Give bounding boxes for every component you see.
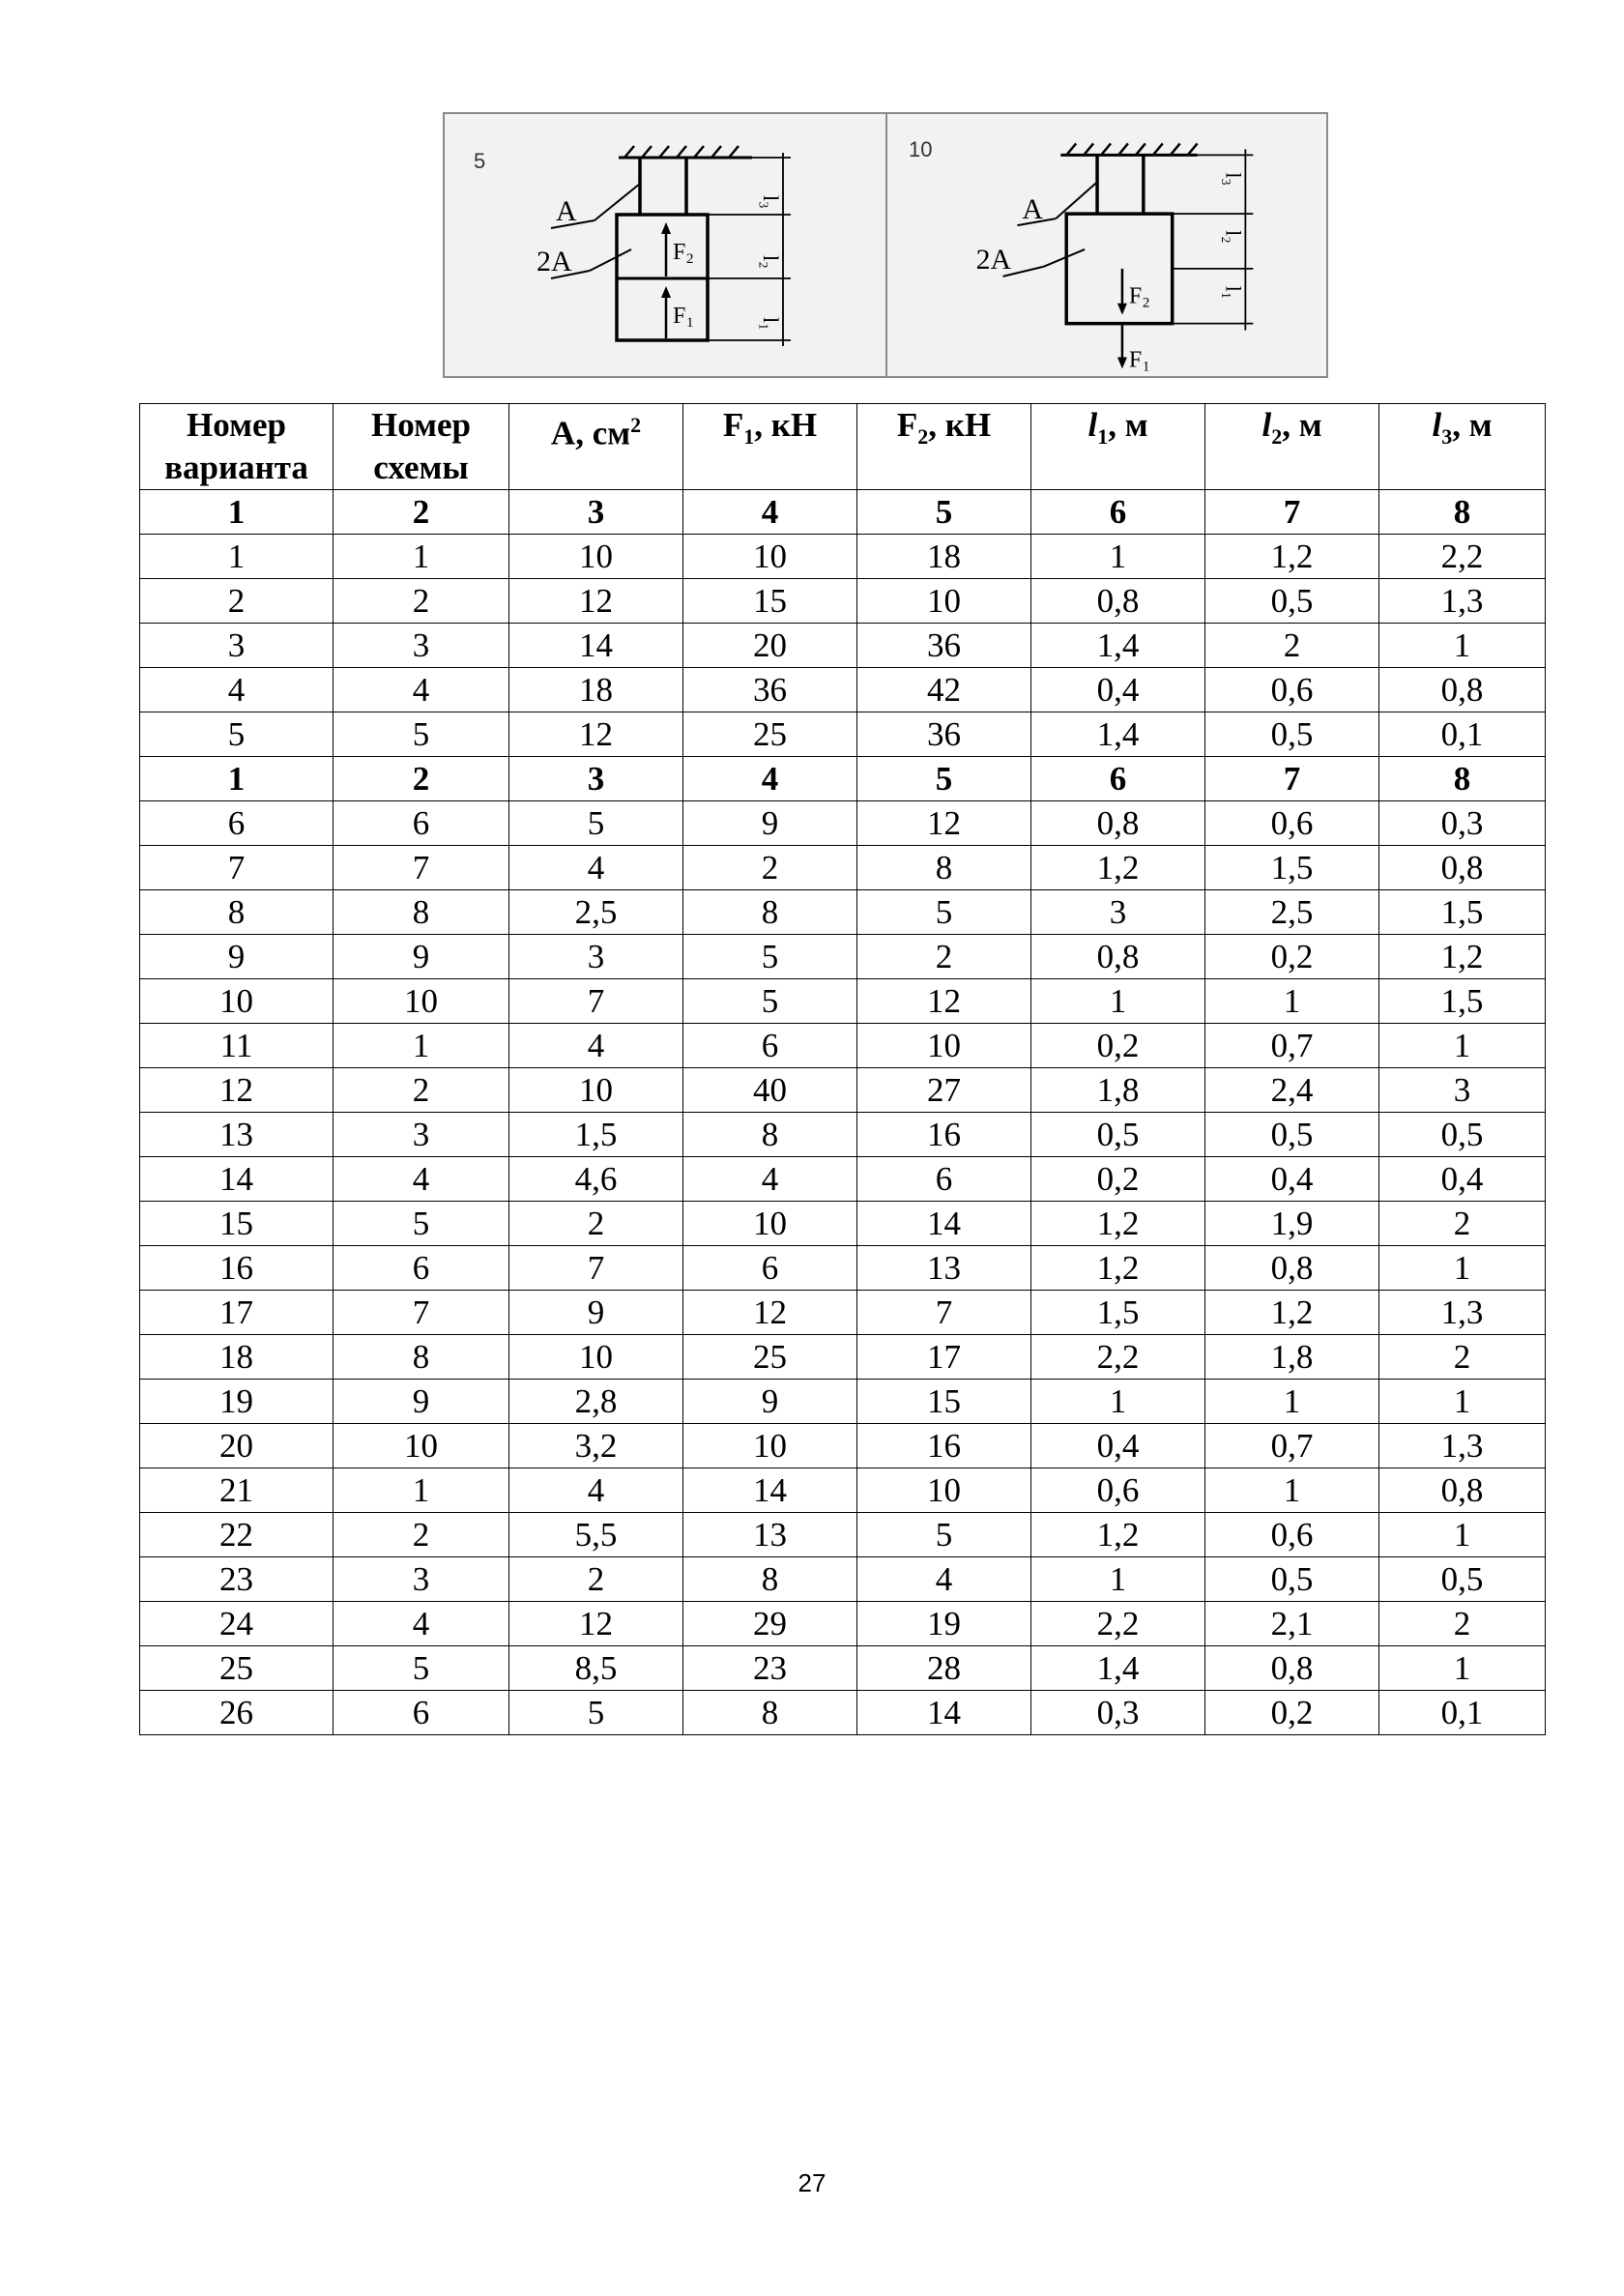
cell-scheme: 2 [334, 1513, 509, 1557]
cell-length-1: 3 [1031, 890, 1205, 935]
cell-length-1: 6 [1031, 490, 1205, 535]
cell-force-2: 10 [857, 1024, 1031, 1068]
table-row [140, 1557, 1546, 1602]
cell-length-1: 1 [1031, 535, 1205, 579]
cell-variant: 19 [140, 1380, 334, 1424]
cell-length-3: 0,1 [1379, 1691, 1546, 1735]
table-row [140, 890, 1546, 935]
cell-length-3: 2 [1379, 1335, 1546, 1380]
scheme-5-panel [445, 114, 885, 376]
cell-length-1: 0,2 [1031, 1024, 1205, 1068]
cell-scheme: 5 [334, 1202, 509, 1246]
table-row [140, 935, 1546, 979]
cell-area: 12 [509, 1602, 683, 1646]
cell-length-2: 1 [1205, 1380, 1379, 1424]
table-row [140, 535, 1546, 579]
cell-length-2: 1,2 [1205, 535, 1379, 579]
cell-length-3: 0,5 [1379, 1557, 1546, 1602]
cell-area: 4 [509, 846, 683, 890]
cell-length-2: 0,7 [1205, 1024, 1379, 1068]
cell-force-1: 6 [683, 1024, 857, 1068]
table-row [140, 1157, 1546, 1202]
cell-length-1: 0,8 [1031, 579, 1205, 624]
cell-force-2: 28 [857, 1646, 1031, 1691]
cell-force-2: 5 [857, 490, 1031, 535]
table-row [140, 1068, 1546, 1113]
cell-variant: 7 [140, 846, 334, 890]
cell-scheme: 10 [334, 979, 509, 1024]
cell-length-3: 1,5 [1379, 979, 1546, 1024]
cell-length-1: 1,2 [1031, 1513, 1205, 1557]
scheme-number: 10 [909, 137, 933, 161]
cell-length-1: 1,8 [1031, 1068, 1205, 1113]
cell-scheme: 6 [334, 1691, 509, 1735]
table-row [140, 579, 1546, 624]
cell-area: 9 [509, 1291, 683, 1335]
cell-force-1: 20 [683, 624, 857, 668]
cell-force-2: 6 [857, 1157, 1031, 1202]
cell-length-3: 1 [1379, 1246, 1546, 1291]
cell-length-3: 1,3 [1379, 1291, 1546, 1335]
table-row [140, 1468, 1546, 1513]
cell-length-2: 0,6 [1205, 668, 1379, 712]
cell-length-3: 1 [1379, 1024, 1546, 1068]
cell-length-2: 2,1 [1205, 1602, 1379, 1646]
label-force-1: F [1128, 347, 1143, 373]
table-row [140, 624, 1546, 668]
cell-scheme: 9 [334, 935, 509, 979]
label-area-small: A [556, 195, 577, 227]
cell-scheme: 1 [334, 1468, 509, 1513]
cell-force-2: 15 [857, 1380, 1031, 1424]
cell-variant: 1 [140, 490, 334, 535]
cell-variant: 9 [140, 935, 334, 979]
cell-length-3: 0,5 [1379, 1113, 1546, 1157]
cell-length-2: 0,5 [1205, 1113, 1379, 1157]
cell-length-3: 0,8 [1379, 668, 1546, 712]
cell-length-3: 0,8 [1379, 846, 1546, 890]
cell-length-3: 1 [1379, 1513, 1546, 1557]
cell-force-1: 8 [683, 890, 857, 935]
cell-force-1: 23 [683, 1646, 857, 1691]
column-number-row [140, 490, 1546, 535]
cell-length-3: 1,3 [1379, 579, 1546, 624]
cell-force-1: 15 [683, 579, 857, 624]
cell-area: 4 [509, 1468, 683, 1513]
cell-area: 7 [509, 1246, 683, 1291]
label-length-2: l₂ [1221, 230, 1246, 244]
cell-variant: 5 [140, 712, 334, 757]
cell-force-1: 2 [683, 846, 857, 890]
cell-variant: 16 [140, 1246, 334, 1291]
cell-length-1: 1 [1031, 1557, 1205, 1602]
cell-length-1: 1 [1031, 979, 1205, 1024]
table-row [140, 1424, 1546, 1468]
cell-area: 5,5 [509, 1513, 683, 1557]
cell-length-3: 2 [1379, 1602, 1546, 1646]
cell-area: 1,5 [509, 1113, 683, 1157]
cell-force-2: 14 [857, 1202, 1031, 1246]
cell-force-2: 16 [857, 1424, 1031, 1468]
cell-variant: 17 [140, 1291, 334, 1335]
cell-length-1: 0,8 [1031, 801, 1205, 846]
cell-length-1: 0,2 [1031, 1157, 1205, 1202]
scheme-5-drawing [445, 114, 885, 376]
header-length-1: $l_1$, м [1031, 404, 1205, 490]
cell-length-2: 1 [1205, 1468, 1379, 1513]
cell-length-1: 1,2 [1031, 1246, 1205, 1291]
cell-force-1: 5 [683, 935, 857, 979]
header-force-1: $F_1$, кН [683, 404, 857, 490]
cell-length-3: 2,2 [1379, 535, 1546, 579]
cell-scheme: 4 [334, 1157, 509, 1202]
cell-area: 3 [509, 490, 683, 535]
table-row [140, 979, 1546, 1024]
scheme-number: 5 [474, 149, 486, 173]
cell-variant: 15 [140, 1202, 334, 1246]
cell-length-2: 0,8 [1205, 1246, 1379, 1291]
cell-scheme: 7 [334, 846, 509, 890]
cell-length-1: 1,4 [1031, 712, 1205, 757]
cell-length-2: 0,4 [1205, 1157, 1379, 1202]
table-row [140, 1113, 1546, 1157]
cell-force-1: 10 [683, 535, 857, 579]
cell-force-2: 5 [857, 1513, 1031, 1557]
cell-area: 2,5 [509, 890, 683, 935]
cell-length-1: 2,2 [1031, 1335, 1205, 1380]
cell-length-2: 0,7 [1205, 1424, 1379, 1468]
cell-variant: 18 [140, 1335, 334, 1380]
cell-scheme: 8 [334, 890, 509, 935]
cell-force-1: 8 [683, 1691, 857, 1735]
cell-length-1: 2,2 [1031, 1602, 1205, 1646]
header-length-2: $l_2$, м [1205, 404, 1379, 490]
label-force-2-sub: 2 [1142, 295, 1150, 311]
cell-area: 3 [509, 935, 683, 979]
cell-force-1: 10 [683, 1424, 857, 1468]
column-number-row [140, 757, 1546, 801]
cell-force-1: 4 [683, 490, 857, 535]
table-row [140, 1691, 1546, 1735]
label-length-3: l₃ [759, 195, 783, 209]
cell-force-1: 4 [683, 757, 857, 801]
variants-table [139, 403, 1546, 1735]
table-body [140, 490, 1546, 1735]
cell-force-2: 10 [857, 579, 1031, 624]
cell-force-1: 13 [683, 1513, 857, 1557]
header-variant-number: Номер варианта [140, 404, 334, 490]
cell-area: 4 [509, 1024, 683, 1068]
cell-area: 3,2 [509, 1424, 683, 1468]
cell-area: 8,5 [509, 1646, 683, 1691]
cell-force-1: 9 [683, 1380, 857, 1424]
cell-length-3: 2 [1379, 1202, 1546, 1246]
cell-force-1: 36 [683, 668, 857, 712]
cell-variant: 26 [140, 1691, 334, 1735]
cell-length-2: 7 [1205, 490, 1379, 535]
header-force-2: $F_2$, кН [857, 404, 1031, 490]
table-row [140, 1602, 1546, 1646]
cell-length-3: 1 [1379, 1646, 1546, 1691]
cell-variant: 8 [140, 890, 334, 935]
cell-area: 2 [509, 1202, 683, 1246]
cell-length-1: 0,6 [1031, 1468, 1205, 1513]
cell-force-1: 25 [683, 1335, 857, 1380]
cell-length-2: 0,8 [1205, 1646, 1379, 1691]
cell-length-3: 1,3 [1379, 1424, 1546, 1468]
cell-length-2: 0,2 [1205, 1691, 1379, 1735]
cell-force-2: 12 [857, 979, 1031, 1024]
cell-force-2: 5 [857, 757, 1031, 801]
cell-variant: 6 [140, 801, 334, 846]
cell-length-3: 1,5 [1379, 890, 1546, 935]
cell-area: 14 [509, 624, 683, 668]
cell-area: 5 [509, 1691, 683, 1735]
cell-force-1: 14 [683, 1468, 857, 1513]
cell-scheme: 2 [334, 1068, 509, 1113]
table-row [140, 1246, 1546, 1291]
cell-length-1: 1,4 [1031, 624, 1205, 668]
cell-force-1: 6 [683, 1246, 857, 1291]
cell-area: 10 [509, 1068, 683, 1113]
cell-force-1: 8 [683, 1113, 857, 1157]
cell-force-1: 12 [683, 1291, 857, 1335]
table-header-row [140, 404, 1546, 490]
cell-variant: 21 [140, 1468, 334, 1513]
cell-scheme: 1 [334, 1024, 509, 1068]
cell-variant: 3 [140, 624, 334, 668]
table-row [140, 1024, 1546, 1068]
table-row [140, 1202, 1546, 1246]
cell-scheme: 8 [334, 1335, 509, 1380]
cell-area: 3 [509, 757, 683, 801]
cell-force-2: 13 [857, 1246, 1031, 1291]
table-row [140, 1380, 1546, 1424]
cell-force-2: 16 [857, 1113, 1031, 1157]
table-row [140, 1335, 1546, 1380]
cell-length-2: 0,6 [1205, 1513, 1379, 1557]
table-row [140, 712, 1546, 757]
cell-length-1: 1,4 [1031, 1646, 1205, 1691]
cell-length-2: 1,8 [1205, 1335, 1379, 1380]
cell-length-1: 1,2 [1031, 846, 1205, 890]
cell-force-2: 18 [857, 535, 1031, 579]
scheme-10-drawing [887, 114, 1326, 376]
cell-area: 12 [509, 712, 683, 757]
cell-variant: 25 [140, 1646, 334, 1691]
cell-length-3: 1 [1379, 624, 1546, 668]
header-area: A, $см^2$ [509, 404, 683, 490]
cell-force-2: 5 [857, 890, 1031, 935]
cell-force-2: 36 [857, 712, 1031, 757]
label-length-1: l₁ [1221, 285, 1246, 300]
cell-length-1: 1,2 [1031, 1202, 1205, 1246]
cell-force-2: 12 [857, 801, 1031, 846]
cell-variant: 24 [140, 1602, 334, 1646]
cell-scheme: 10 [334, 1424, 509, 1468]
cell-length-2: 0,5 [1205, 712, 1379, 757]
cell-force-1: 8 [683, 1557, 857, 1602]
cell-length-3: 0,4 [1379, 1157, 1546, 1202]
cell-length-3: 0,3 [1379, 801, 1546, 846]
cell-force-1: 4 [683, 1157, 857, 1202]
cell-length-3: 1 [1379, 1380, 1546, 1424]
cell-variant: 1 [140, 757, 334, 801]
label-force-1-sub: 1 [686, 315, 694, 331]
cell-length-1: 0,5 [1031, 1113, 1205, 1157]
cell-length-2: 0,5 [1205, 579, 1379, 624]
cell-force-1: 29 [683, 1602, 857, 1646]
label-area-large: 2A [536, 246, 572, 277]
cell-variant: 2 [140, 579, 334, 624]
cell-length-3: 8 [1379, 490, 1546, 535]
cell-length-2: 1,9 [1205, 1202, 1379, 1246]
cell-variant: 4 [140, 668, 334, 712]
cell-scheme: 5 [334, 1646, 509, 1691]
cell-length-1: 1 [1031, 1380, 1205, 1424]
label-length-3: l₃ [1221, 172, 1246, 187]
cell-force-2: 4 [857, 1557, 1031, 1602]
table-row [140, 668, 1546, 712]
header-length-3: $l_3$, м [1379, 404, 1546, 490]
cell-force-1: 5 [683, 979, 857, 1024]
cell-length-2: 7 [1205, 757, 1379, 801]
cell-area: 7 [509, 979, 683, 1024]
label-area-small: A [1022, 193, 1043, 226]
cell-length-2: 2,4 [1205, 1068, 1379, 1113]
cell-variant: 11 [140, 1024, 334, 1068]
cell-scheme: 2 [334, 757, 509, 801]
cell-length-1: 0,3 [1031, 1691, 1205, 1735]
cell-force-1: 9 [683, 801, 857, 846]
cell-length-3: 0,1 [1379, 712, 1546, 757]
cell-area: 4,6 [509, 1157, 683, 1202]
cell-variant: 14 [140, 1157, 334, 1202]
cell-variant: 10 [140, 979, 334, 1024]
cell-force-1: 25 [683, 712, 857, 757]
cell-scheme: 5 [334, 712, 509, 757]
cell-variant: 23 [140, 1557, 334, 1602]
cell-length-2: 0,5 [1205, 1557, 1379, 1602]
cell-variant: 12 [140, 1068, 334, 1113]
cell-length-1: 0,4 [1031, 668, 1205, 712]
label-force-1-sub: 1 [1142, 359, 1150, 375]
cell-scheme: 4 [334, 668, 509, 712]
cell-scheme: 3 [334, 1557, 509, 1602]
cell-length-1: 0,4 [1031, 1424, 1205, 1468]
cell-length-3: 8 [1379, 757, 1546, 801]
cell-length-2: 1,5 [1205, 846, 1379, 890]
cell-variant: 20 [140, 1424, 334, 1468]
cell-variant: 1 [140, 535, 334, 579]
cell-area: 12 [509, 579, 683, 624]
cell-variant: 13 [140, 1113, 334, 1157]
table-row [140, 1513, 1546, 1557]
cell-scheme: 4 [334, 1602, 509, 1646]
label-force-2: F [673, 240, 686, 265]
header-scheme-number: Номер схемы [334, 404, 509, 490]
label-length-2: l₂ [759, 255, 783, 269]
scheme-10-panel [885, 114, 1326, 376]
cell-scheme: 3 [334, 624, 509, 668]
label-area-large: 2A [975, 243, 1012, 276]
cell-force-2: 8 [857, 846, 1031, 890]
page-number: 27 [798, 2168, 826, 2197]
label-force-1: F [673, 304, 686, 329]
cell-force-2: 27 [857, 1068, 1031, 1113]
cell-force-1: 10 [683, 1202, 857, 1246]
table-row [140, 801, 1546, 846]
label-length-1: l₁ [759, 317, 783, 331]
cell-force-2: 42 [857, 668, 1031, 712]
cell-length-3: 3 [1379, 1068, 1546, 1113]
cell-force-2: 36 [857, 624, 1031, 668]
table-row [140, 846, 1546, 890]
cell-scheme: 2 [334, 490, 509, 535]
cell-scheme: 6 [334, 1246, 509, 1291]
cell-length-2: 0,6 [1205, 801, 1379, 846]
cell-scheme: 2 [334, 579, 509, 624]
label-force-2-sub: 2 [686, 251, 694, 267]
cell-scheme: 1 [334, 535, 509, 579]
cell-area: 5 [509, 801, 683, 846]
label-force-2: F [1128, 283, 1143, 309]
cell-force-2: 2 [857, 935, 1031, 979]
cell-scheme: 7 [334, 1291, 509, 1335]
cell-force-2: 10 [857, 1468, 1031, 1513]
cell-length-2: 2 [1205, 624, 1379, 668]
cell-area: 18 [509, 668, 683, 712]
cell-length-3: 0,8 [1379, 1468, 1546, 1513]
cell-length-1: 0,8 [1031, 935, 1205, 979]
table-row [140, 1291, 1546, 1335]
cell-length-2: 1,2 [1205, 1291, 1379, 1335]
cell-length-1: 1,5 [1031, 1291, 1205, 1335]
cell-scheme: 6 [334, 801, 509, 846]
cell-length-3: 1,2 [1379, 935, 1546, 979]
cell-area: 10 [509, 535, 683, 579]
cell-scheme: 9 [334, 1380, 509, 1424]
cell-scheme: 3 [334, 1113, 509, 1157]
table-row [140, 1646, 1546, 1691]
cell-force-1: 40 [683, 1068, 857, 1113]
cell-area: 2,8 [509, 1380, 683, 1424]
cell-force-2: 17 [857, 1335, 1031, 1380]
cell-length-2: 0,2 [1205, 935, 1379, 979]
cell-force-2: 7 [857, 1291, 1031, 1335]
cell-variant: 22 [140, 1513, 334, 1557]
schemes-figure [443, 112, 1328, 378]
cell-area: 2 [509, 1557, 683, 1602]
cell-area: 10 [509, 1335, 683, 1380]
cell-length-2: 2,5 [1205, 890, 1379, 935]
cell-force-2: 14 [857, 1691, 1031, 1735]
cell-length-2: 1 [1205, 979, 1379, 1024]
cell-length-1: 6 [1031, 757, 1205, 801]
cell-force-2: 19 [857, 1602, 1031, 1646]
